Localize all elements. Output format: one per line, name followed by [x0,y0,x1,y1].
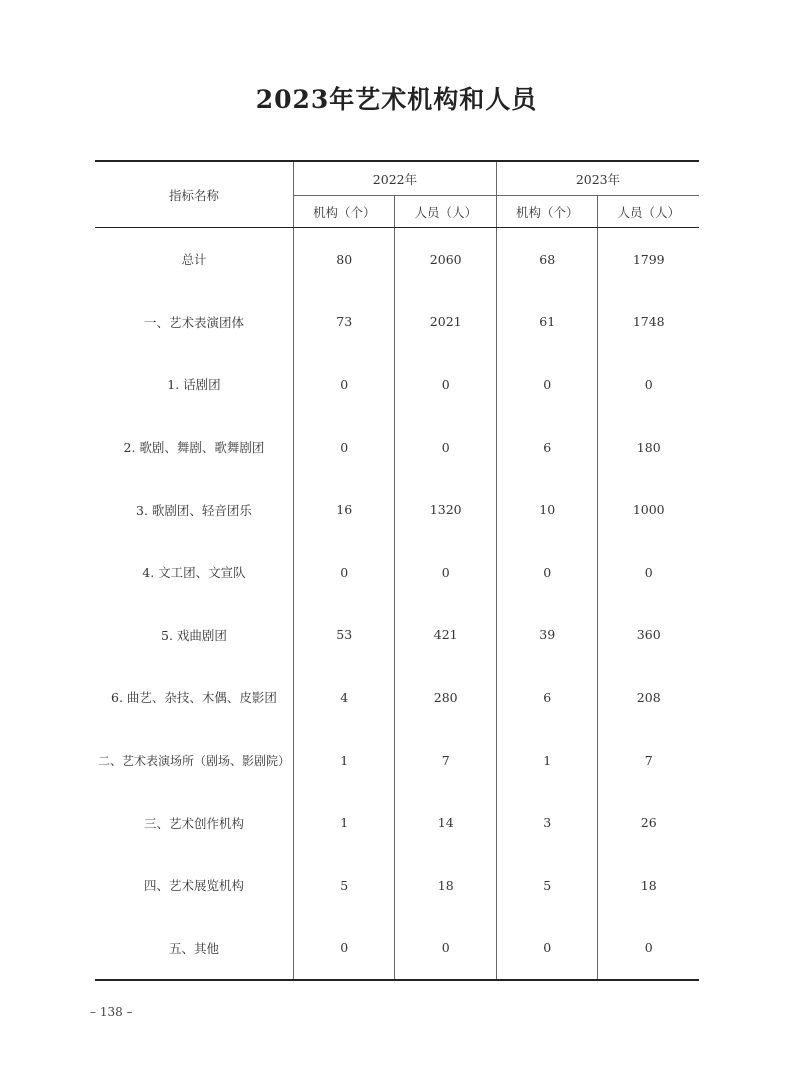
cell-personnel-2023: 208 [598,666,699,729]
cell-institutions-2022: 73 [293,291,395,354]
page-title: 2023年艺术机构和人员 [255,85,538,114]
cell-institutions-2022: 16 [293,478,395,541]
table-row [95,791,699,854]
cell-institutions-2022: 1 [293,729,395,792]
table-row [95,416,699,479]
cell-personnel-2023: 26 [598,791,699,854]
cell-personnel-2022: 421 [395,604,497,667]
header-personnel-2023: 人员（人） [598,196,699,228]
cell-personnel-2022: 14 [395,791,497,854]
table-row [95,291,699,354]
header-institutions-2022: 机构（个） [293,196,395,228]
cell-institutions-2022: 0 [293,416,395,479]
cell-personnel-2022: 18 [395,854,497,917]
cell-institutions-2022: 0 [293,541,395,604]
cell-institutions-2023: 3 [496,791,598,854]
cell-institutions-2023: 6 [496,666,598,729]
cell-institutions-2022: 1 [293,791,395,854]
row-name: 总计 [181,252,207,268]
row-name: 5. 戏曲剧团 [161,627,227,643]
table-row [95,917,699,981]
cell-personnel-2022: 0 [395,416,497,479]
cell-personnel-2023: 1000 [598,478,699,541]
row-name: 3. 歌剧团、轻音团乐 [136,502,252,518]
cell-personnel-2022: 2060 [395,228,497,291]
cell-institutions-2023: 0 [496,353,598,416]
cell-personnel-2023: 0 [598,353,699,416]
cell-institutions-2023: 1 [496,729,598,792]
cell-personnel-2023: 360 [598,604,699,667]
cell-institutions-2022: 53 [293,604,395,667]
table-row [95,228,699,291]
cell-personnel-2023: 0 [598,541,699,604]
header-index-name: 指标名称 [95,161,293,228]
row-name: 二、艺术表演场所（剧场、影剧院） [97,753,290,768]
cell-institutions-2022: 80 [293,228,395,291]
cell-personnel-2023: 1748 [598,291,699,354]
table-row [95,854,699,917]
row-name: 4. 文工团、文宣队 [142,565,246,581]
table-row [95,541,699,604]
cell-personnel-2022: 280 [395,666,497,729]
row-name: 2. 歌剧、舞剧、歌舞剧团 [123,440,265,456]
cell-institutions-2023: 61 [496,291,598,354]
cell-personnel-2023: 0 [598,917,699,981]
cell-institutions-2022: 0 [293,353,395,416]
cell-institutions-2022: 5 [293,854,395,917]
cell-institutions-2023: 10 [496,478,598,541]
cell-personnel-2022: 0 [395,353,497,416]
cell-personnel-2023: 1799 [598,228,699,291]
table-row [95,666,699,729]
cell-institutions-2023: 0 [496,541,598,604]
cell-personnel-2022: 2021 [395,291,497,354]
cell-personnel-2023: 180 [598,416,699,479]
table-row [95,353,699,416]
header-personnel-2022: 人员（人） [395,196,497,228]
page-number: – 138 – [90,1005,133,1019]
row-name: 五、其他 [168,940,219,956]
cell-personnel-2022: 0 [395,541,497,604]
header-institutions-2023: 机构（个） [496,196,598,228]
cell-personnel-2023: 18 [598,854,699,917]
cell-personnel-2022: 0 [395,917,497,981]
cell-institutions-2023: 5 [496,854,598,917]
row-name: 6. 曲艺、杂技、木偶、皮影团 [111,690,277,706]
cell-institutions-2023: 39 [496,604,598,667]
cell-institutions-2023: 6 [496,416,598,479]
table-row [95,478,699,541]
row-name: 三、艺术创作机构 [143,815,244,831]
stats-table [95,160,699,981]
header-year-2023: 2023年 [496,161,699,196]
header-row-years [95,161,699,196]
cell-personnel-2022: 7 [395,729,497,792]
cell-institutions-2023: 0 [496,917,598,981]
cell-personnel-2023: 7 [598,729,699,792]
cell-institutions-2022: 0 [293,917,395,981]
header-year-2022: 2022年 [293,161,496,196]
cell-institutions-2022: 4 [293,666,395,729]
cell-personnel-2022: 1320 [395,478,497,541]
cell-institutions-2023: 68 [496,228,598,291]
row-name: 一、艺术表演团体 [143,314,244,330]
row-name: 四、艺术展览机构 [143,878,244,894]
table-row [95,604,699,667]
row-name: 1. 话剧团 [167,377,221,393]
table-row [95,729,699,792]
